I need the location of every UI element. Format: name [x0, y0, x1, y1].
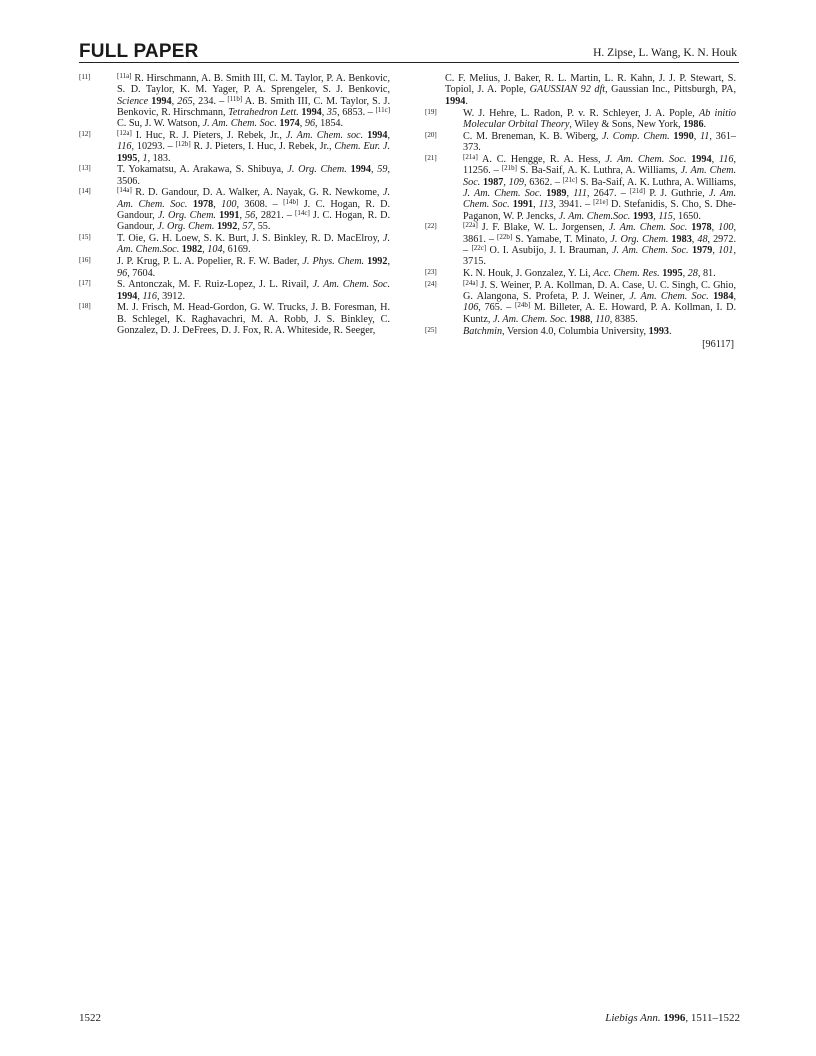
- reference-number: [15]: [79, 233, 91, 242]
- reference-entry: [425, 154, 736, 222]
- reference-entry: [425, 326, 736, 337]
- reference-number: [18]: [79, 302, 91, 311]
- manuscript-id: [96117]: [702, 338, 734, 350]
- reference-text: Batchmin, Version 4.0, Columbia University, 1993.: [463, 325, 672, 337]
- reference-continuation: C. F. Melius, J. Baker, R. L. Martin, L. R. Kahn, J. J. P. Stewart, S. Topiol, J. A. Pople, GAUSSIAN 92 dft, Gaussian Inc., Pittsburgh, PA, 1994.: [445, 73, 736, 107]
- reference-entry: [79, 279, 390, 302]
- journal-year: 1996: [663, 1012, 686, 1024]
- reference-number: [12]: [79, 129, 91, 138]
- reference-number: [20]: [425, 130, 437, 139]
- reference-entry: [79, 187, 390, 232]
- reference-text: M. J. Frisch, M. Head-Gordon, G. W. Trucks, J. B. Foresman, H. B. Schlegel, K. Raghavachri, M. A. Robb, J. S. Binkley, C. Gonzalez, D. J. DeFrees, D. J. Fox, R. A. Whiteside, R. Seeger,: [117, 302, 390, 337]
- reference-number: [23]: [425, 268, 437, 277]
- journal-name: Liebigs Ann.: [605, 1012, 661, 1024]
- page-header: [79, 40, 739, 63]
- reference-text: [12a] I. Huc, R. J. Pieters, J. Rebek, Jr., J. Am. Chem. soc. 1994, 116, 10293. – [12b] R. J. Pieters, I. Huc, J. Rebek, Jr., Chem. Eur. J. 1995, 1, 183.: [117, 128, 391, 164]
- reference-number: [16]: [79, 256, 91, 265]
- reference-entry: [425, 280, 736, 325]
- reference-text: S. Antonczak, M. F. Ruiz-Lopez, J. L. Rivail, J. Am. Chem. Soc. 1994, 116, 3912.: [117, 279, 390, 302]
- reference-text: T. Yokamatsu, A. Arakawa, S. Shibuya, J. Org. Chem. 1994, 59, 3506.: [117, 164, 391, 187]
- reference-text: T. Oie, G. H. Loew, S. K. Burt, J. S. Binkley, R. D. MacElroy, J. Am. Chem.Soc. 1982, 104, 6169.: [117, 233, 390, 256]
- reference-number: [22]: [425, 222, 437, 231]
- section-label: FULL PAPER: [79, 41, 199, 62]
- journal-citation: [605, 1012, 740, 1024]
- reference-entry: [425, 222, 736, 267]
- reference-text: [21a] A. C. Hengge, R. A. Hess, J. Am. Chem. Soc. 1994, 116, 11256. – [21b] S. Ba-Saif, A. K. Luthra, A. Williams, J. Am. Chem. Soc. 1987, 109, 6362. – [21c] S. Ba-Saif, A. K. Luthra, A. Williams, J. Am. Chem. Soc. 1989, 111, 2647. – [21d] P. J. Guthrie, J. Am. Chem. Soc. 1991, 113, 3941. – [21e] D. Stefanidis, S. Cho, S. Dhe-Paganon, W. P. Jencks, J. Am. Chem.Soc. 1993, 115, 1650.: [463, 153, 737, 222]
- reference-entry: [79, 256, 390, 279]
- reference-text: [14a] R. D. Gandour, D. A. Walker, A. Nayak, G. R. Newkome, J. Am. Chem. Soc. 1978, 100, 3608. – [14b] J. C. Hogan, R. D. Gandour, J. Org. Chem. 1991, 56, 2821. – [14c] J. C. Hogan, R. D. Gandour, J. Org. Chem. 1992, 57, 55.: [117, 186, 391, 233]
- reference-entry: [79, 164, 390, 187]
- reference-number: [17]: [79, 279, 91, 288]
- reference-entry: [425, 268, 736, 279]
- reference-number: [11]: [79, 73, 91, 81]
- reference-text: C. M. Breneman, K. B. Wiberg, J. Comp. Chem. 1990, 11, 361–373.: [463, 130, 737, 154]
- reference-number: [24]: [425, 279, 437, 288]
- reference-text: K. N. Houk, J. Gonzalez, Y. Li, Acc. Chem. Res. 1995, 28, 81.: [463, 268, 716, 280]
- reference-entry: [79, 233, 390, 256]
- reference-entry: [425, 108, 736, 131]
- journal-pages: , 1511–1522: [685, 1012, 740, 1024]
- reference-text: J. P. Krug, P. L. A. Popelier, R. F. W. Bader, J. Phys. Chem. 1992, 96, 7604.: [117, 256, 391, 279]
- reference-number: [21]: [425, 154, 437, 163]
- reference-text: W. J. Hehre, L. Radon, P. v. R. Schleyer, J. A. Pople, Ab initio Molecular Orbital Theory, Wiley & Sons, New York, 1986.: [463, 107, 737, 131]
- reference-text: [11a] R. Hirschmann, A. B. Smith III, C. M. Taylor, P. A. Benkovic, S. D. Taylor, K. M. Yager, P. A. Sprengeler, S. J. Benkovic, Science 1994, 265, 234. – [11b] A. B. Smith III, C. M. Taylor, S. J. Benkovic, R. Hirschmann, Tetrahedron Lett. 1994, 35, 6853. – [11c] C. Su, J. W. Watson, J. Am. Chem. Soc. 1974, 96, 1854.: [117, 72, 391, 130]
- reference-text: [24a] J. S. Weiner, P. A. Kollman, D. A. Case, U. C. Singh, C. Ghio, G. Alangona, S. Profeta, P. J. Weiner, J. Am. Chem. Soc. 1984, 106, 765. – [24b] M. Billeter, A. E. Howard, P. A. Kollman, I. D. Kuntz, J. Am. Chem. Soc. 1988, 110, 8385.: [463, 278, 736, 325]
- reference-text: [22a] J. F. Blake, W. L. Jorgensen, J. Am. Chem. Soc. 1978, 100, 3861. – [22b] S. Yamabe, T. Minato, J. Org. Chem. 1983, 48, 2972. – [22c] O. I. Asubijo, J. I. Brauman, J. Am. Chem. Soc. 1979, 101, 3715.: [463, 221, 737, 268]
- reference-number: [19]: [425, 107, 437, 116]
- references-right-column: [425, 73, 736, 350]
- reference-entry: [79, 302, 390, 336]
- reference-entry: [79, 73, 390, 129]
- reference-number: [13]: [79, 164, 91, 173]
- reference-number: [14]: [79, 187, 91, 196]
- references-left-column: [79, 73, 390, 337]
- running-authors: H. Zipse, L. Wang, K. N. Houk: [593, 47, 737, 59]
- reference-entry: [79, 130, 390, 164]
- reference-number: [25]: [425, 325, 437, 334]
- reference-entry: [425, 131, 736, 154]
- page-number: 1522: [79, 1012, 101, 1024]
